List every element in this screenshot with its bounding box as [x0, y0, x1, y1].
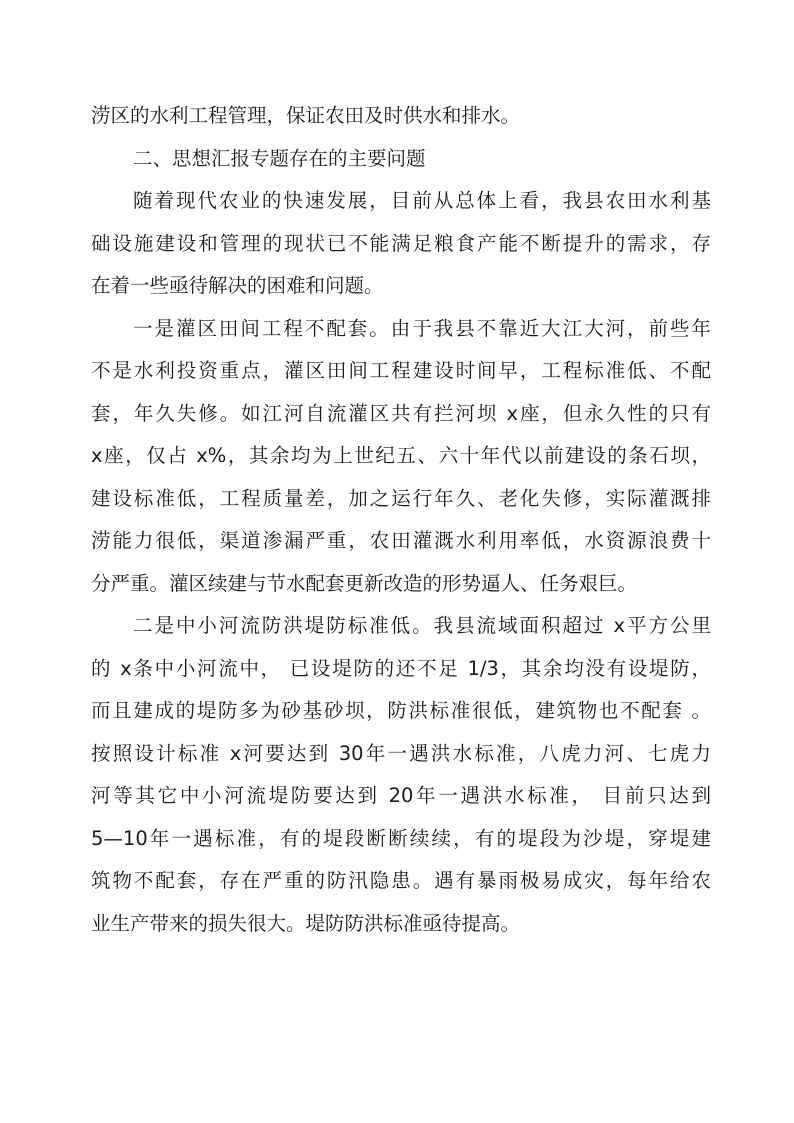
text-line: 二、思想汇报专题存在的主要问题 — [133, 146, 426, 170]
text-line: 涝能力很低，渠道渗漏严重，农田灌溉水利用率低，水资源浪费十 — [91, 529, 711, 552]
text-line: x座，仅占 x%，其余均为上世纪五、六十年代以前建设的条石坝， — [91, 444, 711, 467]
text-line: 业生产带来的损失很大。堤防防洪标准亟待提高。 — [91, 911, 521, 935]
text-line: 建设标准低，工程质量差，加之运行年久、老化失修，实际灌溉排 — [91, 486, 711, 510]
text-line: 二是中小河流防洪堤防标准低。我县流域面积超过 x平方公里 — [133, 614, 711, 637]
text-line: 套，年久失修。如江河自流灌区共有拦河坝 x座，但永久性的只有 — [91, 401, 711, 425]
text-line: 一是灌区田间工程不配套。由于我县不靠近大江大河，前些年 — [133, 316, 711, 340]
text-line: 按照设计标准 x河要达到 30年一遇洪水标准，八虎力河、七虎力 — [91, 741, 711, 765]
text-line: 5—10年一遇标准，有的堤段断断续续，有的堤段为沙堤，穿堤建 — [91, 826, 711, 850]
text-line: 不是水利投资重点，灌区田间工程建设时间早，工程标准低、不配 — [91, 359, 711, 382]
text-line: 筑物不配套，存在严重的防汛隐患。遇有暴雨极易成灾，每年给农 — [91, 869, 711, 892]
text-line: 在着一些亟待解决的困难和问题。 — [91, 274, 384, 297]
text-line: 涝区的水利工程管理，保证农田及时供水和排水。 — [91, 104, 521, 127]
text-line: 分严重。灌区续建与节水配套更新改造的形势逼人、任务艰巨。 — [91, 571, 638, 595]
text-line: 础设施建设和管理的现状已不能满足粮食产能不断提升的需求，存 — [91, 231, 711, 255]
text-line: 而且建成的堤防多为砂基砂坝，防洪标准很低，建筑物也不配套 。 — [91, 699, 711, 722]
text-line: 随着现代农业的快速发展，目前从总体上看，我县农田水利基 — [133, 189, 711, 212]
document-body — [91, 95, 711, 945]
text-line: 河等其它中小河流堤防要达到 20年一遇洪水标准， 目前只达到 — [91, 784, 711, 807]
text-line: 的 x条中小河流中， 已设堤防的还不足 1/3，其余均没有设堤防， — [91, 656, 711, 680]
